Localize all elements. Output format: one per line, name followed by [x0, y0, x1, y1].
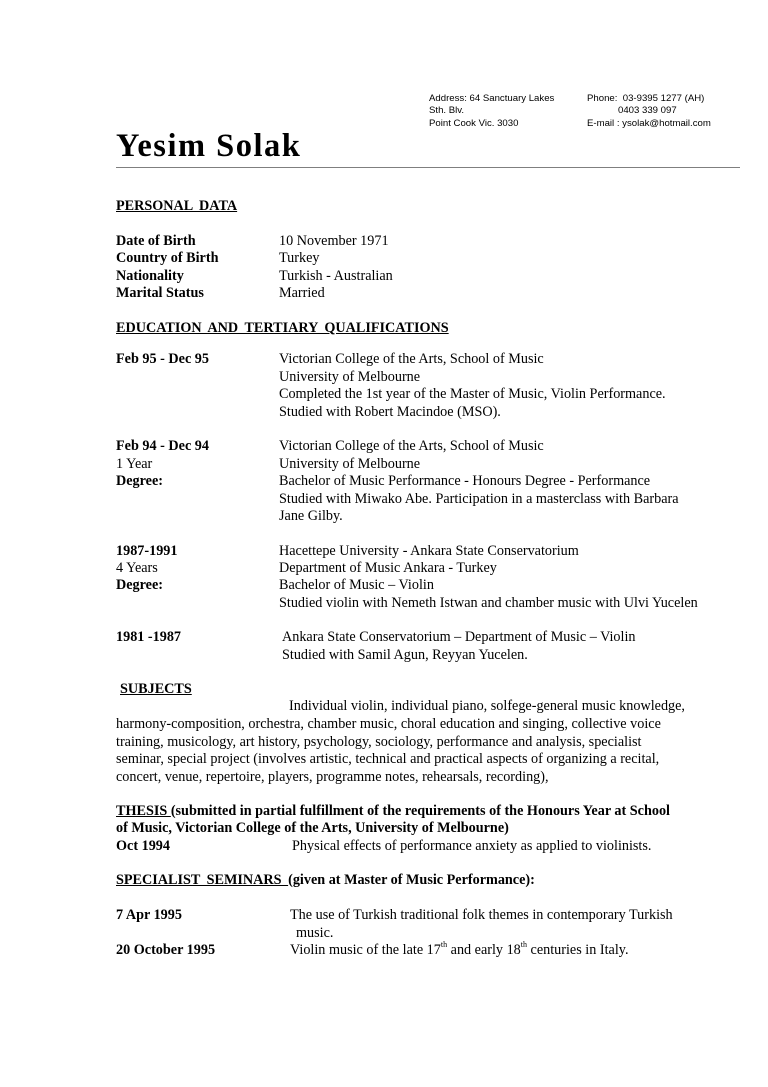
personal-value: Turkey: [279, 250, 320, 266]
thesis-heading-rest: (submitted in partial fulfillment of the requirements of the Honours Year at School: [170, 803, 670, 819]
education-line: Department of Music Ankara - Turkey: [279, 560, 497, 576]
education-degree-label: Degree:: [116, 473, 163, 489]
education-degree-label: Degree:: [116, 577, 163, 593]
subjects-line: training, musicology, art history, psychology, sociology, performance and analysis, specialist: [116, 734, 642, 750]
education-line: Victorian College of the Arts, School of Music: [279, 351, 544, 367]
education-line: Hacettepe University - Ankara State Conservatorium: [279, 543, 579, 559]
address-line: Point Cook Vic. 3030: [429, 117, 519, 129]
education-line: Completed the 1st year of the Master of Music, Violin Performance.: [279, 386, 666, 402]
education-line: Studied violin with Nemeth Istwan and chamber music with Ulvi Yucelen: [279, 595, 698, 611]
subjects-line: concert, venue, repertoire, players, programme notes, rehearsals, recording),: [116, 769, 549, 785]
address-line: Sth. Blv.: [429, 105, 465, 117]
seminar-title: The use of Turkish traditional folk themes in contemporary Turkish: [290, 907, 673, 923]
seminars-heading-rest: (given at Master of Music Performance):: [288, 872, 535, 888]
address-line: Address: 64 Sanctuary Lakes: [429, 93, 555, 104]
education-line: Bachelor of Music Performance - Honours Degree - Performance: [279, 473, 651, 489]
education-duration: 4 Years: [116, 560, 158, 576]
thesis-heading-label: THESIS: [116, 803, 171, 819]
seminars-heading: [116, 872, 535, 889]
subjects-line: seminar, special project (involves artistic, technical and practical aspects of organizing a recital,: [116, 751, 660, 767]
header-divider: [116, 167, 740, 168]
mobile-line: 0403 339 097: [618, 105, 677, 117]
education-date: Feb 94 - Dec 94: [116, 438, 209, 454]
education-line: University of Melbourne: [279, 456, 421, 472]
education-duration: 1 Year: [116, 456, 153, 472]
personal-value: 10 November 1971: [279, 233, 389, 249]
email-line: E-mail : ysolak@hotmail.com: [587, 117, 711, 129]
education-line: Ankara State Conservatorium – Department of Music – Violin: [282, 629, 636, 645]
thesis-heading: [116, 803, 670, 820]
education-line: University of Melbourne: [279, 369, 421, 385]
seminar-date: 7 Apr 1995: [116, 907, 182, 923]
seminars-heading-label: SPECIALIST SEMINARS: [116, 872, 289, 888]
seminar-title: Violin music of the late 17th and early 18th centuries in Italy.: [290, 940, 629, 958]
education-line: Studied with Miwako Abe. Participation in a masterclass with Barbara: [279, 491, 679, 507]
subjects-heading: SUBJECTS: [120, 681, 192, 697]
personal-label: Marital Status: [116, 285, 204, 301]
personal-value: Married: [279, 285, 325, 301]
education-date: 1981 -1987: [116, 629, 182, 645]
subjects-line: Individual violin, individual piano, solfege-general music knowledge,: [289, 698, 685, 714]
applicant-name: Yesim Solak: [116, 128, 302, 164]
seminar-title-cont: music.: [296, 925, 334, 941]
education-line: Bachelor of Music – Violin: [279, 577, 434, 593]
phone-email-block: [587, 93, 711, 130]
education-line: Studied with Samil Agun, Reyyan Yucelen.: [282, 647, 528, 663]
education-line: Jane Gilby.: [279, 508, 343, 524]
thesis-date: Oct 1994: [116, 838, 170, 854]
phone-line: Phone: 03-9395 1277 (AH): [587, 93, 705, 104]
personal-data-heading: PERSONAL DATA: [116, 198, 238, 214]
education-line: Studied with Robert Macindoe (MSO).: [279, 404, 501, 420]
personal-label: Country of Birth: [116, 250, 219, 266]
personal-label: Nationality: [116, 268, 184, 284]
seminar-date: 20 October 1995: [116, 942, 216, 958]
thesis-title: Physical effects of performance anxiety as applied to violinists.: [292, 838, 652, 854]
address-block: [429, 93, 554, 130]
education-date: 1987-1991: [116, 543, 178, 559]
personal-label: Date of Birth: [116, 233, 196, 249]
education-heading: EDUCATION AND TERTIARY QUALIFICATIONS: [116, 320, 449, 336]
education-date: Feb 95 - Dec 95: [116, 351, 209, 367]
education-line: Victorian College of the Arts, School of Music: [279, 438, 544, 454]
personal-value: Turkish - Australian: [279, 268, 393, 284]
subjects-line: harmony-composition, orchestra, chamber music, choral education and singing, collective voice: [116, 716, 661, 732]
thesis-institution: of Music, Victorian College of the Arts, University of Melbourne): [116, 820, 509, 836]
